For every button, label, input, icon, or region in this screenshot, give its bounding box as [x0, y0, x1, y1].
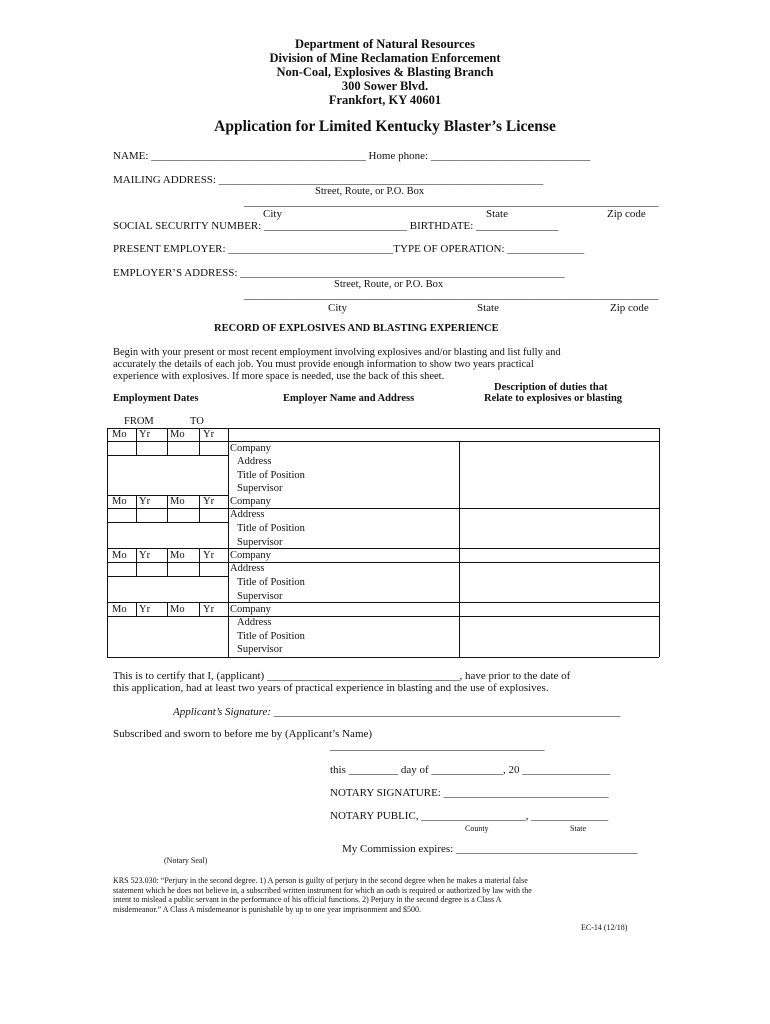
entry-1-company[interactable]: Company — [230, 443, 271, 454]
entry-3-to-year[interactable]: Yr — [203, 550, 215, 561]
entry-1-title[interactable]: Title of Position — [237, 470, 305, 481]
employer-city-caption: City — [328, 302, 347, 314]
branch-name: Non-Coal, Explosives & Blasting Branch — [276, 65, 494, 79]
date-field[interactable]: this _________ day of _____________, 20 ________________ — [330, 764, 611, 776]
mailing-address-field[interactable]: MAILING ADDRESS: ___________________________________________________________ — [113, 174, 544, 186]
entry-2-company[interactable]: Company — [230, 496, 271, 507]
entry-2-supervisor[interactable]: Supervisor — [237, 537, 283, 548]
entry-3-from-year[interactable]: Yr — [139, 550, 151, 561]
entry-2-address[interactable]: Address — [230, 509, 265, 520]
duties-header-line-1: Description of duties that — [494, 382, 608, 393]
entry-3-to-month[interactable]: Mo — [170, 550, 185, 561]
to-year-header: Yr — [203, 429, 215, 440]
entry-3-company[interactable]: Company — [230, 550, 271, 561]
notary-signature-field[interactable]: NOTARY SIGNATURE: ______________________________ — [330, 787, 609, 799]
notary-seal-label: (Notary Seal) — [164, 856, 208, 865]
city-address: Frankfort, KY 40601 — [328, 93, 442, 107]
entry-4-supervisor[interactable]: Supervisor — [237, 644, 283, 655]
entry-2-title[interactable]: Title of Position — [237, 523, 305, 534]
entry-4-to-year[interactable]: Yr — [203, 604, 215, 615]
mailing-city-caption: City — [263, 208, 282, 220]
ssn-birthdate-field[interactable]: SOCIAL SECURITY NUMBER: __________________________ BIRTHDATE: _______________ — [113, 220, 559, 232]
entry-2-to-year[interactable]: Yr — [203, 496, 215, 507]
employer-address-field[interactable]: EMPLOYER’S ADDRESS: ___________________________________________________________ — [113, 267, 565, 279]
form-title: Application for Limited Kentucky Blaster’s License — [214, 118, 556, 135]
notary-public-field[interactable]: NOTARY PUBLIC, ___________________, ______________ — [330, 810, 609, 822]
entry-1-address[interactable]: Address — [237, 456, 272, 467]
sworn-statement: Subscribed and sworn to before me by (Applicant’s Name) — [113, 728, 373, 740]
legal-line-4: misdemeanor.” A Class A misdemeanor is punishable by up to one year imprisonment and $500. — [113, 905, 421, 914]
employment-dates-header: Employment Dates — [113, 393, 199, 404]
county-caption: County — [465, 824, 489, 833]
legal-line-3: intent to mislead a public servant in the performance of his official functions. 2) Perjury in the second degree is a Class A — [113, 895, 502, 904]
applicant-signature-field[interactable]: Applicant’s Signature: _______________________________________________________________ — [173, 706, 621, 718]
record-heading: RECORD OF EXPLOSIVES AND BLASTING EXPERIENCE — [214, 323, 499, 334]
commission-expires-field[interactable]: My Commission expires: _________________________________ — [342, 843, 638, 855]
mailing-state-caption: State — [486, 208, 508, 220]
instructions-line-2: accurately the details of each job. You must provide enough information to show two years practical — [113, 359, 534, 370]
instructions-line-3: experience with explosives. If more space is needed, use the back of this sheet. — [113, 371, 445, 382]
agency-name: Department of Natural Resources — [295, 37, 475, 51]
entry-4-to-month[interactable]: Mo — [170, 604, 185, 615]
entry-1-supervisor[interactable]: Supervisor — [237, 483, 283, 494]
entry-3-title[interactable]: Title of Position — [237, 577, 305, 588]
entry-4-from-year[interactable]: Yr — [139, 604, 151, 615]
state-caption: State — [570, 824, 586, 833]
mailing-street-caption: Street, Route, or P.O. Box — [315, 186, 425, 197]
entry-4-title[interactable]: Title of Position — [237, 631, 305, 642]
legal-line-1: KRS 523.030: “Perjury in the second degree. 1) A person is guilty of perjury in the second degree when he makes a material false — [113, 876, 528, 885]
entry-4-from-month[interactable]: Mo — [112, 604, 127, 615]
legal-line-2: statement which he does not believe in, a subscribed written instrument for which an oath is required or authorized by law with the — [113, 886, 532, 895]
mailing-zip-caption: Zip code — [607, 208, 646, 220]
entry-3-from-month[interactable]: Mo — [112, 550, 127, 561]
street-address: 300 Sower Blvd. — [341, 79, 429, 93]
from-month-header: Mo — [112, 429, 127, 440]
entry-2-to-month[interactable]: Mo — [170, 496, 185, 507]
applicant-name-field[interactable]: _______________________________________ — [330, 740, 545, 752]
entry-3-address[interactable]: Address — [230, 563, 265, 574]
employer-city-state-zip-field[interactable]: _______________________________________________________________________________ — [244, 290, 659, 301]
form-number: EC-14 (12/18) — [581, 923, 628, 932]
certify-line-1[interactable]: This is to certify that I, (applicant) ___________________________________, have prior to the date of — [113, 670, 571, 682]
employer-zip-caption: Zip code — [610, 302, 649, 314]
employer-operation-field[interactable]: PRESENT EMPLOYER: ______________________________TYPE OF OPERATION: ______________ — [113, 243, 585, 255]
employer-state-caption: State — [477, 302, 499, 314]
entry-2-from-month[interactable]: Mo — [112, 496, 127, 507]
certify-line-2: this application, had at least two years of practical experience in blasting and the use of explosives. — [113, 682, 549, 694]
entry-2-from-year[interactable]: Yr — [139, 496, 151, 507]
entry-4-company[interactable]: Company — [230, 604, 271, 615]
instructions-line-1: Begin with your present or most recent employment involving explosives and/or blasting and list fully and — [113, 347, 561, 358]
employer-header: Employer Name and Address — [283, 393, 415, 404]
to-month-header: Mo — [170, 429, 185, 440]
employer-street-caption: Street, Route, or P.O. Box — [334, 279, 444, 290]
entry-4-address[interactable]: Address — [237, 617, 272, 628]
division-name: Division of Mine Reclamation Enforcement — [269, 51, 501, 65]
from-label: FROM — [124, 416, 154, 427]
mailing-city-state-zip-field[interactable]: _______________________________________________________________________________ — [244, 197, 659, 208]
duties-header-line-2: Relate to explosives or blasting — [484, 393, 623, 404]
name-phone-field[interactable]: NAME: _______________________________________ Home phone: _____________________________ — [113, 150, 591, 162]
from-year-header: Yr — [139, 429, 151, 440]
entry-3-supervisor[interactable]: Supervisor — [237, 591, 283, 602]
to-label: TO — [190, 416, 204, 427]
